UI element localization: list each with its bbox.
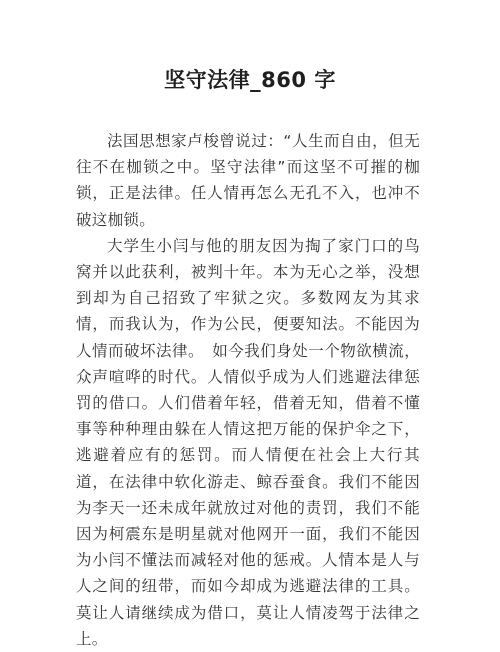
paragraph-1: 法国思想家卢梭曾说过：“人生而自由，但无往不在枷锁之中。坚守法律”而这坚不可摧的枷锁，正是法律。任人情再怎么无孔不入，也冲不破这枷锁。 (76, 132, 420, 229)
article-body (76, 128, 420, 652)
article-title: 坚守法律_860 字 (164, 68, 336, 92)
paragraph-2: 大学生小闫与他的朋友因为掏了家门口的鸟窝并以此获利，被判十年。本为无心之举，没想到却为自己招致了牢狱之灾。多数网友为其求情，而我认为，作为公民，便要知法。不能因为人情而破坏法律。 如今我们身处一个物欲横流，众声喧哗的时代。人情似乎成为人们逃避法律惩罚的借口。人们借着年轻，借着无知，借着不懂事等种种理由躲在人情这把万能的保护伞之下，逃避着应有的惩罚。而人情便在社会上大行其道，在法律中软化游走、鲸吞蚕食。我们不能因为李天一还未成年就放过对他的责罚，我们不能因为柯震东是明星就对他网开一面，我们不能因为小闫不懂法而减轻对他的惩戒。人情本是人与人之间的纽带，而如今却成为逃避法律的工具。莫让人请继续成为借口，莫让人情凌驾于法律之上。 (76, 236, 420, 648)
